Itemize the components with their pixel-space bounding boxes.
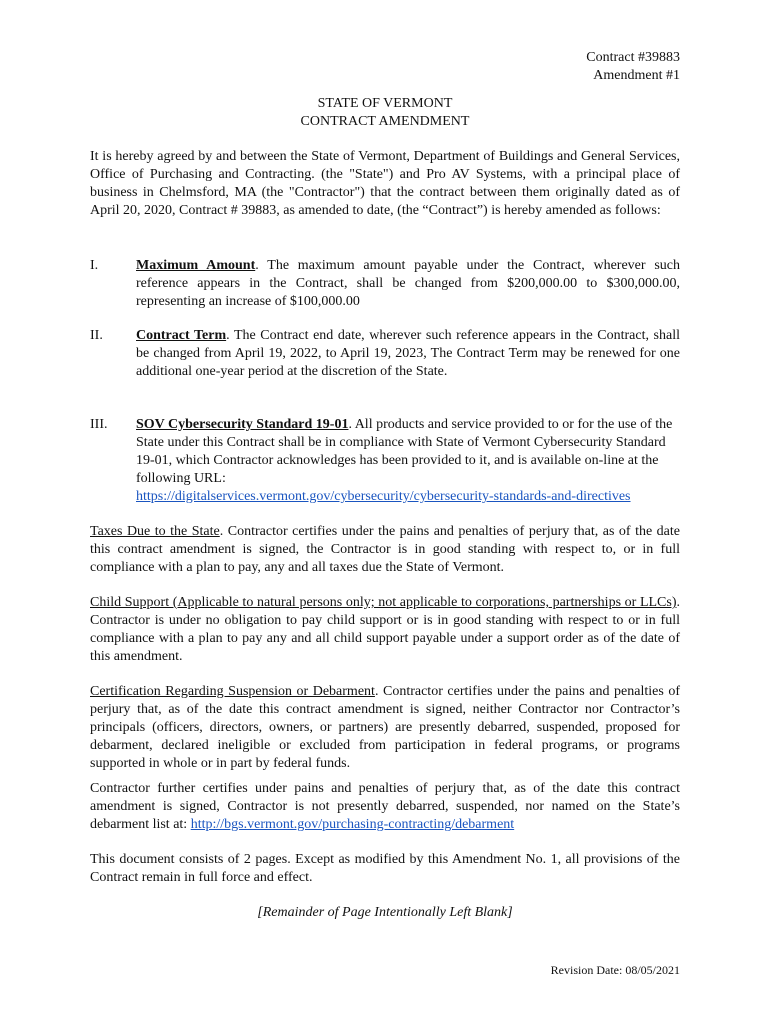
cybersecurity-standards-link[interactable]: https://digitalservices.vermont.gov/cybersecurity/cybersecurity-standards-and-directives bbox=[136, 489, 631, 504]
taxes-text: . Contractor certifies under the pains and penalties of perjury that, as of the date this contract amendment is signed, the Contractor is in good standing with respect to, or in full compliance with a plan to pay, any and all taxes due the State of Vermont. bbox=[90, 524, 680, 575]
child-support-paragraph bbox=[90, 594, 680, 666]
item-heading: Contract Term bbox=[136, 328, 227, 343]
child-support-text: . Contractor is under no obligation to pay child support or is in good standing with respect to or in full compliance with a plan to pay any and all child support payable under a support order as of the date of this amendment. bbox=[90, 595, 680, 664]
item-number: I. bbox=[90, 258, 99, 273]
amendment-item-1 bbox=[90, 257, 680, 311]
amendment-item-2 bbox=[90, 327, 680, 381]
taxes-heading: Taxes Due to the State bbox=[90, 524, 220, 539]
revision-date: Revision Date: 08/05/2021 bbox=[550, 963, 680, 977]
remainder-blank-note: [Remainder of Page Intentionally Left Blank] bbox=[257, 905, 513, 920]
debarment-list-link[interactable]: http://bgs.vermont.gov/purchasing-contracting/debarment bbox=[190, 817, 515, 832]
taxes-paragraph bbox=[90, 523, 680, 577]
item-text: . The Contract end date, wherever such reference appears in the Contract, shall be changed from April 19, 2022, to April 19, 2023, The Contract Term may be renewed for one additional one-year period at the discretion of the State. bbox=[136, 328, 680, 379]
item-heading: Maximum Amount bbox=[136, 258, 256, 273]
item-number: II. bbox=[90, 328, 103, 343]
child-support-heading: Child Support (Applicable to natural persons only; not applicable to corporations, partnerships or LLCs) bbox=[90, 595, 677, 610]
further-certification-paragraph bbox=[90, 780, 680, 834]
item-heading: SOV Cybersecurity Standard 19-01 bbox=[136, 417, 349, 432]
amendment-number: Amendment #1 bbox=[593, 68, 680, 83]
contract-number: Contract #39883 bbox=[586, 50, 680, 65]
closing-paragraph: This document consists of 2 pages. Except as modified by this Amendment No. 1, all provisions of the Contract remain in full force and effect. bbox=[90, 852, 680, 885]
title-line-1: STATE OF VERMONT bbox=[317, 96, 453, 111]
title-line-2: CONTRACT AMENDMENT bbox=[300, 114, 470, 129]
intro-paragraph: It is hereby agreed by and between the State of Vermont, Department of Buildings and General Services, Office of Purchasing and Contracting. (the "State") and Pro AV Systems, with a principal place of business in Chelmsford, MA (the "Contractor") that the contract between them originally dated as of April 20, 2020, Contract # 39883, as amended to date, (the “Contract”) is hereby amended as follows: bbox=[90, 149, 680, 218]
contract-header bbox=[586, 49, 680, 85]
item-number: III. bbox=[90, 417, 108, 432]
certification-paragraph bbox=[90, 683, 680, 773]
certification-heading: Certification Regarding Suspension or Debarment bbox=[90, 684, 375, 699]
item-text: . All products and service provided to or for the use of the State under this Contract shall be in compliance with State of Vermont Cybersecurity Standard 19-01, which Contractor acknowledges has been provided to it, and is available on-line at the following URL: bbox=[136, 417, 673, 486]
document-title bbox=[0, 95, 770, 131]
further-text: Contractor further certifies under pains and penalties of perjury that, as of the date this contract amendment is signed, Contractor is not presently debarred, suspended, nor named on the State’s debarment list at: bbox=[90, 781, 680, 832]
item-text: . The maximum amount payable under the Contract, wherever such reference appears in the Contract, shall be changed from $200,000.00 to $300,000.00, representing an increase of $100,000.00 bbox=[136, 258, 680, 309]
certification-text: . Contractor certifies under the pains and penalties of perjury that, as of the date this contract amendment is signed, neither Contractor nor Contractor’s principals (officers, directors, owners, or partners) are presently debarred, suspended, proposed for debarment, declared ineligible or excluded from participation in federal programs, or programs supported in whole or in part by federal funds. bbox=[90, 684, 680, 771]
amendment-item-3 bbox=[90, 416, 680, 506]
